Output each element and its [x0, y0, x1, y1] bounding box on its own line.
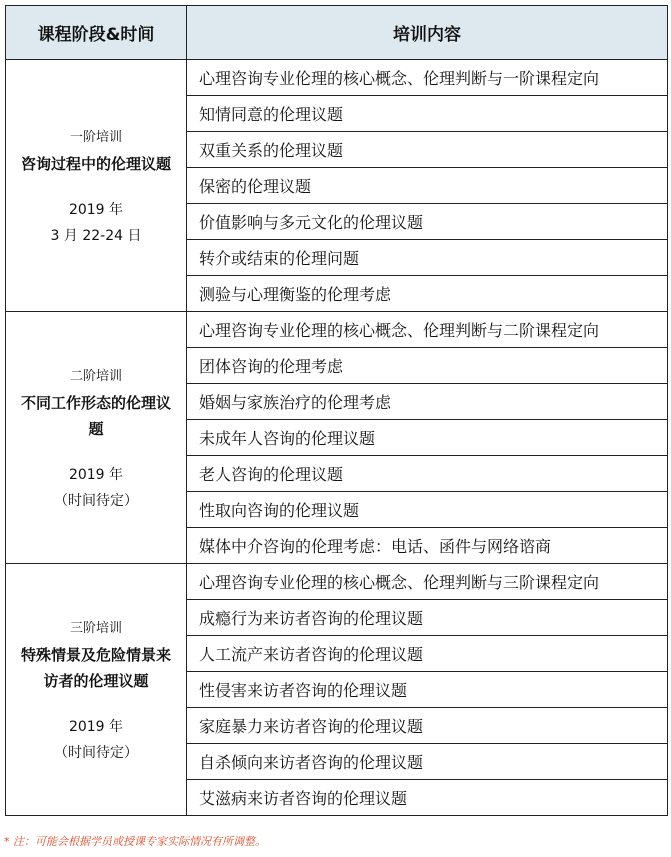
stage-year: 2019 年: [68, 467, 124, 483]
content-item: 价值影响与多元文化的伦理议题: [187, 204, 668, 240]
stage-title: 咨询过程中的伦理议题: [20, 155, 171, 173]
table-row: [6, 564, 668, 600]
stage-label: 三阶培训: [69, 621, 122, 636]
content-item: 婚姻与家族治疗的伦理考虑: [187, 384, 668, 420]
content-item: 心理咨询专业伦理的核心概念、伦理判断与三阶课程定向: [187, 564, 668, 600]
stage-title: 不同工作形态的伦理议题: [20, 394, 171, 438]
table-row: [6, 312, 668, 348]
content-item: 媒体中介咨询的伦理考虑：电话、函件与网络谘商: [187, 528, 668, 564]
content-item: 测验与心理衡鉴的伦理考虑: [187, 276, 668, 312]
stage-label: 二阶培训: [69, 369, 122, 384]
footnote: * 注：可能会根据学员或授课专家实际情况有所调整。: [4, 835, 266, 848]
header-stage-time: 课程阶段&时间: [6, 6, 187, 60]
content-item: 性侵害来访者咨询的伦理议题: [187, 672, 668, 708]
content-item: 团体咨询的伦理考虑: [187, 348, 668, 384]
stage-year: 2019 年: [68, 202, 124, 218]
content-item: 心理咨询专业伦理的核心概念、伦理判断与二阶课程定向: [187, 312, 668, 348]
training-schedule-table: [5, 5, 668, 816]
content-item: 成瘾行为来访者咨询的伦理议题: [187, 600, 668, 636]
stage-time: （时间待定）: [54, 745, 138, 761]
content-item: 家庭暴力来访者咨询的伦理议题: [187, 708, 668, 744]
stage-year: 2019 年: [68, 719, 124, 735]
header-content: 培训内容: [187, 6, 668, 60]
stage-time: 3 月 22-24 日: [50, 228, 142, 244]
content-item: 转介或结束的伦理问题: [187, 240, 668, 276]
content-item: 未成年人咨询的伦理议题: [187, 420, 668, 456]
content-item: 自杀倾向来访者咨询的伦理议题: [187, 744, 668, 780]
content-item: 老人咨询的伦理议题: [187, 456, 668, 492]
content-item: 知情同意的伦理议题: [187, 96, 668, 132]
stage-label: 一阶培训: [69, 130, 122, 145]
content-item: 人工流产来访者咨询的伦理议题: [187, 636, 668, 672]
content-item: 艾滋病来访者咨询的伦理议题: [187, 780, 668, 816]
stage-cell-1: [6, 60, 187, 312]
stage-cell-2: [6, 312, 187, 564]
content-item: 双重关系的伦理议题: [187, 132, 668, 168]
stage-cell-3: [6, 564, 187, 816]
content-item: 心理咨询专业伦理的核心概念、伦理判断与一阶课程定向: [187, 60, 668, 96]
content-item: 保密的伦理议题: [187, 168, 668, 204]
table-row: [6, 60, 668, 96]
stage-time: （时间待定）: [54, 493, 138, 509]
table-header-row: [6, 6, 668, 60]
stage-title: 特殊情景及危险情景来访者的伦理议题: [20, 646, 171, 690]
content-item: 性取向咨询的伦理议题: [187, 492, 668, 528]
